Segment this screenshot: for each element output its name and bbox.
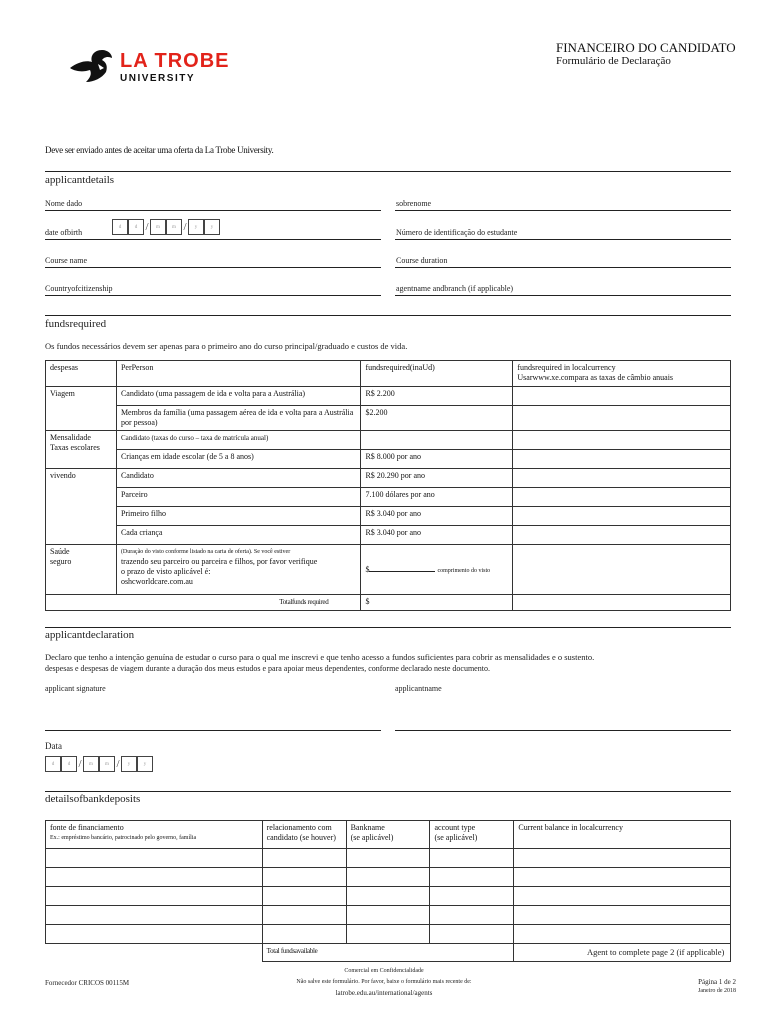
health-desc-small: (Duração do visto conforme listado na carta de oferta). Se você estiver xyxy=(120,549,291,555)
health-desc xyxy=(116,545,361,595)
travel-applicant-desc: Candidato (uma passagem de ida e volta para a Austrália) xyxy=(116,387,361,406)
page-subtitle: Formulário de Declaração xyxy=(556,55,671,67)
section-rule xyxy=(45,627,731,628)
course-name-label: Course name xyxy=(45,256,87,265)
living-each-child-local[interactable] xyxy=(513,526,731,545)
surname-label: sobrenome xyxy=(396,199,432,208)
total-funds-available-label: Total fundsavailable xyxy=(262,944,514,962)
travel-label: Viagem xyxy=(46,387,117,431)
travel-family-desc: Membros da família (uma passagem aérea de ida e volta para a Austrália por pessoa) xyxy=(116,406,361,431)
bank-name-header xyxy=(346,821,430,849)
table-row xyxy=(46,526,731,545)
student-id-label: Número de identificação do estudante xyxy=(396,228,518,237)
page-number: Página 1 de 2 xyxy=(698,978,736,986)
table-row xyxy=(46,431,731,450)
travel-family-local[interactable] xyxy=(513,406,731,431)
bank-cell[interactable] xyxy=(262,868,346,887)
dob-input[interactable] xyxy=(112,218,220,236)
date-label: Data xyxy=(45,741,62,751)
bank-cell[interactable] xyxy=(262,887,346,906)
living-partner-aud: 7.100 dólares por ano xyxy=(361,488,513,507)
date-separator: / xyxy=(78,758,82,771)
living-first-child-aud: R$ 3.040 por ano xyxy=(361,507,513,526)
account-type-header-line: account type xyxy=(434,823,476,832)
health-label-line: Saúde xyxy=(50,547,70,556)
section-rule xyxy=(45,171,731,172)
citizenship-line xyxy=(45,295,381,296)
living-applicant-desc: Candidato xyxy=(116,469,361,488)
account-type-header-line: (se aplicável) xyxy=(434,833,478,842)
funds-note: Os fundos necessários devem ser apenas para o primeiro ano do curso principal/graduado e custos de vida. xyxy=(45,341,408,351)
applicant-details-title: applicantdetails xyxy=(45,174,115,186)
total-funds-required-value[interactable]: $ xyxy=(361,595,513,611)
date-month-1-box[interactable]: m xyxy=(83,756,99,772)
date-year-2-box[interactable]: y xyxy=(137,756,153,772)
living-each-child-desc: Cada criança xyxy=(116,526,361,545)
health-aud-suffix: comprimento do visto xyxy=(437,568,491,574)
funding-source-header-line: fonte de financiamento xyxy=(50,823,124,832)
tuition-applicant-desc: Candidato (taxas do curso – taxa de matrícula anual) xyxy=(116,431,361,450)
no-save-text: Não salve este formulário. Por favor, baixe o formulário mais recente de: xyxy=(296,979,472,985)
bank-cell[interactable] xyxy=(46,925,263,944)
bank-name-header-line: Bankname xyxy=(350,823,385,832)
bank-cell[interactable] xyxy=(346,925,430,944)
table-row xyxy=(46,406,731,431)
travel-applicant-local[interactable] xyxy=(513,387,731,406)
health-aud[interactable] xyxy=(361,545,513,595)
local-header-line: fundsrequired in localcurrency xyxy=(517,363,616,372)
relationship-header xyxy=(262,821,346,849)
relationship-header-line: candidato (se houver) xyxy=(266,833,336,842)
applicant-declaration-title: applicantdeclaration xyxy=(45,629,135,641)
dob-day-2-box[interactable]: d xyxy=(128,219,144,235)
funding-source-header xyxy=(46,821,263,849)
course-duration-line xyxy=(395,267,731,268)
dob-year-1-box[interactable]: y xyxy=(188,219,204,235)
citizenship-label: Countryofcitizenship xyxy=(45,284,113,293)
table-row xyxy=(46,821,731,849)
tuition-children-local[interactable] xyxy=(513,450,731,469)
intro-text: Deve ser enviado antes de aceitar uma oferta da La Trobe University. xyxy=(45,145,274,155)
bank-deposits-title: detailsofbankdeposits xyxy=(45,793,141,805)
date-separator: / xyxy=(183,221,187,234)
bank-cell[interactable] xyxy=(46,849,263,868)
tuition-children-desc: Crianças em idade escolar (de 5 a 8 anos) xyxy=(116,450,361,469)
per-person-header: PerPerson xyxy=(116,361,361,387)
balance-header: Current balance in localcurrency xyxy=(514,821,731,849)
declaration-text: despesas e despesas de viagem durante a duração dos meus estudos e para apoiar meus dependentes, conforme declarado neste documento. xyxy=(45,664,490,673)
date-day-2-box[interactable]: d xyxy=(61,756,77,772)
funds-table xyxy=(45,360,731,611)
living-applicant-aud: R$ 20.290 por ano xyxy=(361,469,513,488)
tuition-applicant-aud[interactable] xyxy=(361,431,513,450)
table-row xyxy=(46,545,731,595)
empty-cell xyxy=(46,944,263,962)
living-partner-desc: Parceiro xyxy=(116,488,361,507)
table-row xyxy=(46,887,731,906)
bank-cell[interactable] xyxy=(346,906,430,925)
bank-cell[interactable] xyxy=(430,849,514,868)
dob-month-1-box[interactable]: m xyxy=(150,219,166,235)
total-funds-required-label: Totalfunds required xyxy=(46,595,361,611)
signature-line[interactable] xyxy=(45,730,381,731)
funds-required-title: fundsrequired xyxy=(45,318,107,330)
table-row xyxy=(46,387,731,406)
bank-cell[interactable] xyxy=(430,925,514,944)
table-row xyxy=(46,450,731,469)
declaration-text: Declaro que tenho a intenção genuína de estudar o curso para o qual me inscrevi e que tenho acesso a fundos suficientes para cobrir as mensalidades e o sustento. xyxy=(45,652,595,662)
bank-cell[interactable] xyxy=(346,868,430,887)
table-row xyxy=(46,925,731,944)
date-day-1-box[interactable]: d xyxy=(45,756,61,772)
signature-label: applicant signature xyxy=(45,684,106,693)
course-name-line xyxy=(45,267,381,268)
agents-url-link[interactable]: latrobe.edu.au/international/agents xyxy=(335,989,433,997)
student-id-line xyxy=(395,239,731,240)
bank-cell[interactable] xyxy=(514,925,731,944)
health-local[interactable] xyxy=(513,545,731,595)
bank-cell[interactable] xyxy=(262,906,346,925)
date-separator: / xyxy=(145,221,149,234)
bank-cell[interactable] xyxy=(262,925,346,944)
health-label xyxy=(46,545,117,595)
agent-line xyxy=(395,295,731,296)
given-name-line xyxy=(45,210,381,211)
health-desc-line: trazendo seu parceiro ou parceira e filhos, por favor verifique xyxy=(120,557,318,566)
tuition-label-line: Mensalidade xyxy=(50,433,91,442)
agent-note: Agent to complete page 2 (if applicable) xyxy=(587,947,725,957)
date-separator: / xyxy=(116,758,120,771)
living-label: vivendo xyxy=(46,469,117,545)
table-row xyxy=(46,488,731,507)
logo xyxy=(68,48,248,88)
form-date: Janeiro de 2018 xyxy=(698,988,736,994)
living-first-child-desc: Primeiro filho xyxy=(116,507,361,526)
bank-cell[interactable] xyxy=(514,906,731,925)
section-rule xyxy=(45,791,731,792)
dob-year-2-box[interactable]: y xyxy=(204,219,220,235)
travel-applicant-aud: R$ 2.200 xyxy=(361,387,513,406)
dob-month-2-box[interactable]: m xyxy=(166,219,182,235)
living-partner-local[interactable] xyxy=(513,488,731,507)
logo-main-text: LA TROBE xyxy=(120,50,230,72)
bank-cell[interactable] xyxy=(430,906,514,925)
agent-label: agentname andbranch (if applicable) xyxy=(396,284,514,293)
dob-label: date ofbirth xyxy=(45,228,83,237)
bank-cell[interactable] xyxy=(346,887,430,906)
date-month-2-box[interactable]: m xyxy=(99,756,115,772)
bank-cell[interactable] xyxy=(262,849,346,868)
bank-cell[interactable] xyxy=(46,868,263,887)
local-currency-header xyxy=(513,361,731,387)
health-label-line: seguro xyxy=(50,557,72,566)
table-row xyxy=(46,849,731,868)
living-first-child-local[interactable] xyxy=(513,507,731,526)
date-year-1-box[interactable]: y xyxy=(121,756,137,772)
eagle-logo-icon xyxy=(68,48,116,84)
tuition-label xyxy=(46,431,117,469)
table-row xyxy=(46,507,731,526)
confidential-text: Comercial em Confidencialidade xyxy=(344,968,424,974)
living-each-child-aud: R$ 3.040 por ano xyxy=(361,526,513,545)
table-row xyxy=(46,595,731,611)
local-header-note: Usarwww.xe.compara as taxas de câmbio anuais xyxy=(517,373,674,382)
dob-line xyxy=(45,239,381,240)
surname-line xyxy=(395,210,731,211)
bank-table xyxy=(45,820,731,962)
aud-header: fundsrequired(inaUd) xyxy=(361,361,513,387)
declaration-date-input[interactable] xyxy=(45,755,153,773)
tuition-children-aud: R$ 8.000 por ano xyxy=(361,450,513,469)
cricos-provider: Fornecedor CRICOS 00115M xyxy=(45,979,130,987)
bank-cell[interactable] xyxy=(430,887,514,906)
table-row xyxy=(46,361,731,387)
applicant-name-label: applicantname xyxy=(395,684,442,693)
funding-source-example: Ex.: empréstimo bancário, patrocinado pelo governo, família xyxy=(50,835,197,841)
travel-family-aud: $2.200 xyxy=(361,406,513,431)
health-desc-link: oshcworldcare.com.au xyxy=(120,577,193,586)
given-name-label: Nome dado xyxy=(45,199,83,208)
tuition-label-line: Taxas escolares xyxy=(50,443,100,452)
bank-cell[interactable] xyxy=(430,868,514,887)
health-desc-line: o prazo de visto aplicável é: xyxy=(120,567,211,576)
dob-day-1-box[interactable]: d xyxy=(112,219,128,235)
total-funds-required-local[interactable] xyxy=(513,595,731,611)
bank-cell[interactable] xyxy=(514,849,731,868)
table-row xyxy=(46,906,731,925)
bank-cell[interactable] xyxy=(514,868,731,887)
account-type-header xyxy=(430,821,514,849)
bank-cell[interactable] xyxy=(346,849,430,868)
bank-cell[interactable] xyxy=(514,887,731,906)
health-aud-blank[interactable] xyxy=(369,563,435,572)
relationship-header-line: relacionamento com xyxy=(266,823,332,832)
bank-name-header-line: (se aplicável) xyxy=(350,833,394,842)
section-rule xyxy=(45,315,731,316)
logo-sub-text: UNIVERSITY xyxy=(120,73,196,84)
course-duration-label: Course duration xyxy=(396,256,448,265)
page-title: FINANCEIRO DO CANDIDATO xyxy=(556,40,736,55)
bank-cell[interactable] xyxy=(46,887,263,906)
applicant-name-line[interactable] xyxy=(395,730,731,731)
living-applicant-local[interactable] xyxy=(513,469,731,488)
expenses-header: despesas xyxy=(46,361,117,387)
table-row xyxy=(46,469,731,488)
bank-cell[interactable] xyxy=(46,906,263,925)
table-row xyxy=(46,868,731,887)
health-aud-prefix: $ xyxy=(365,565,370,574)
tuition-applicant-local[interactable] xyxy=(513,431,731,450)
